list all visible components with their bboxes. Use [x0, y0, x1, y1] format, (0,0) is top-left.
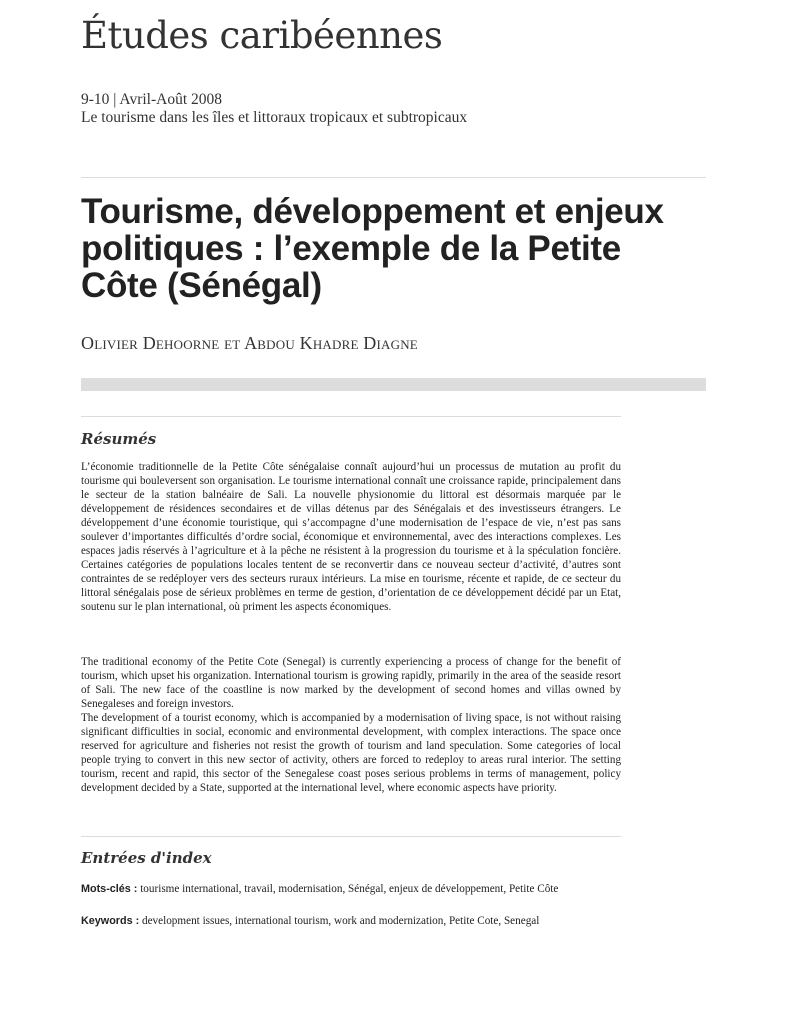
- keywords-row: [81, 913, 621, 929]
- abstract-en-p2: The development of a tourist economy, which is accompanied by a modernisation of living space, is not without raising significant difficulties in social, economic and environmental development, with complex interactions. The space once reserved for agriculture and fisheries not resist the growth of tourism and land speculation. Some categories of local people trying to convert in this new sector of activity, others are forced to redeploy to areas rural interior. The setting tourism, recent and rapid, this sector of the Senegalese coast poses serious problems in terms of management, policy development decided by a State, supported at the international level, where economic aspects have priority.: [81, 712, 621, 794]
- mots-cles-label: Mots-clés :: [81, 883, 138, 895]
- abstract-fr: L’économie traditionnelle de la Petite Côte sénégalaise connaît aujourd’hui un processus de mutation au profit du tourisme qui bouleversent son organisation. Le tourisme international connaît une croissance rapide, principalement dans le secteur de la station balnéaire de Sali. La nouvelle physionomie du littoral est désormais marquée par le développement de résidences secondaires et de villas détenus par des Sénégalais et des investisseurs étrangers. Le développement d’une économie touristique, qui s’accompagne d’une modernisation de l’espace de vie, n’est pas sans soulever d’importantes difficultés d’ordre social, économique et environnemental, avec des interactions complexes. Les espaces jadis réservés à l’agriculture et à la pêche ne résistent à la progression du tourisme et à la spéculation foncière. Certaines catégories de populations locales tentent de se reconvertir dans ce nouveau secteur d’activité, d’autres sont contraintes de se redéployer vers des secteurs ruraux intérieurs. La mise en tourisme, récente et rapide, de ce secteur du littoral sénégalais pose de sérieux problèmes en terme de gestion, d’orientation de ce développement décidé par un Etat, soutenu sur le plan international, où priment les aspects économiques.: [81, 461, 621, 613]
- issue-theme[interactable]: Le tourisme dans les îles et littoraux tropicaux et subtropicaux: [81, 109, 468, 126]
- keywords-value[interactable]: development issues, international tourism, work and modernization, Petite Cote, Senegal: [141, 915, 540, 927]
- article-authors[interactable]: Olivier Dehoorne et Abdou Khadre Diagne: [81, 333, 418, 353]
- resumes-heading: Résumés: [81, 430, 157, 448]
- issue-line[interactable]: 9-10 | Avril-Août 2008: [81, 91, 223, 108]
- article-title: Tourisme, développement et enjeux politiques : l’exemple de la Petite Côte (Sénégal): [81, 192, 664, 305]
- keywords-label: Keywords :: [81, 915, 140, 927]
- abstract-en-p1: The traditional economy of the Petite Cote (Senegal) is currently experiencing a process of change for the benefit of tourism, which upset his organization. International tourism is growing rapidly, primarily in the area of the seaside resort of Sali. The new face of the coastline is now marked by the development of second homes and villas owned by Senegaleses and foreign investors.: [81, 656, 621, 710]
- header-divider: [81, 177, 706, 178]
- index-heading: Entrées d'index: [81, 849, 212, 867]
- mots-cles-value[interactable]: tourisme international, travail, modernisation, Sénégal, enjeux de développement, Petite Côte: [140, 883, 559, 895]
- mots-cles-row: [81, 881, 621, 897]
- section-divider: [81, 836, 621, 837]
- section-divider: [81, 416, 621, 417]
- grey-band: [81, 378, 706, 391]
- journal-title[interactable]: Études caribéennes: [81, 14, 443, 57]
